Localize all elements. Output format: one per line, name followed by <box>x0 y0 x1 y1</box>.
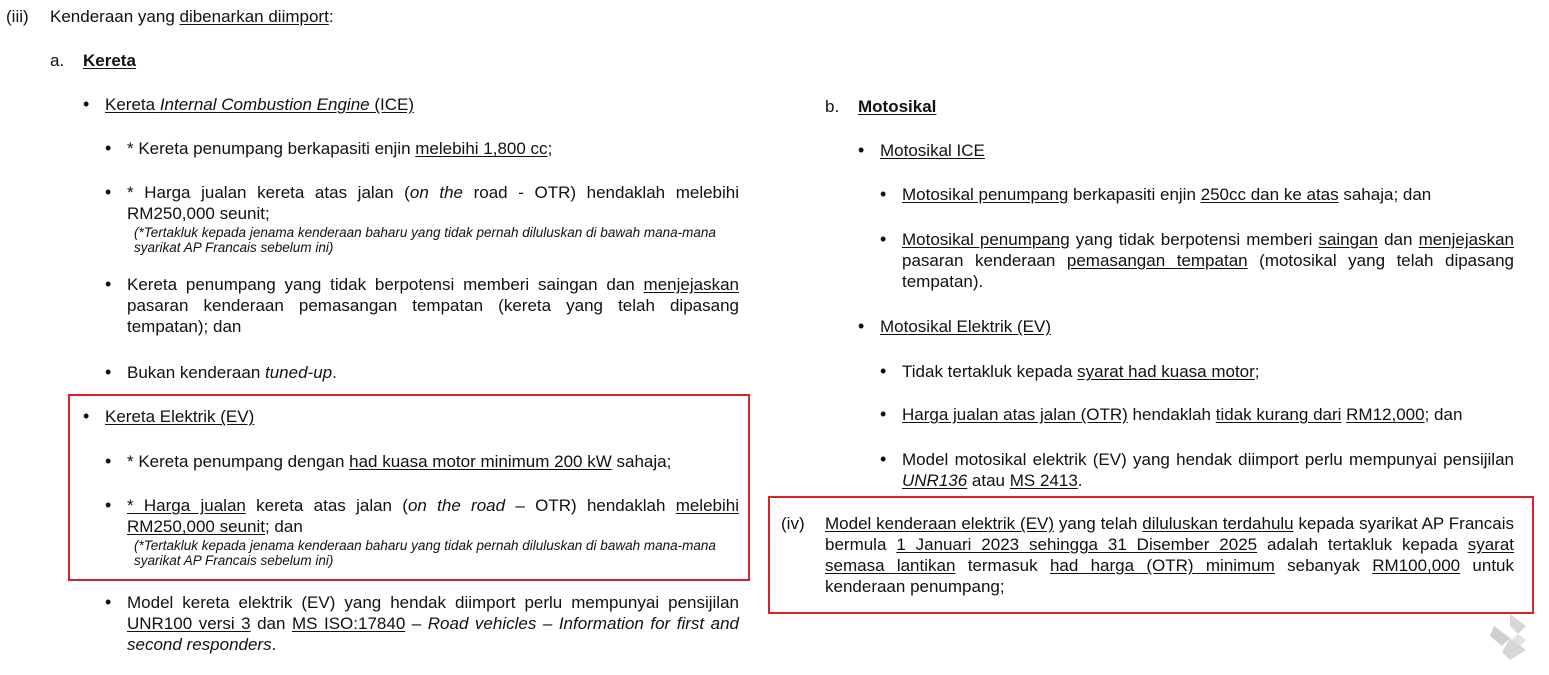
kereta-ice-heading <box>105 94 414 115</box>
t: sahaja; <box>611 452 672 471</box>
t: kereta atas jalan ( <box>245 496 408 515</box>
t: Motosikal penumpang <box>902 230 1070 249</box>
kereta-ice-h2: Internal Combustion Engine <box>159 95 370 114</box>
kereta-ev-bullet-1 <box>127 451 739 472</box>
t: termasuk <box>955 556 1050 575</box>
bullet-icon: • <box>880 361 887 381</box>
t: ; dan <box>1424 405 1463 424</box>
bullet-icon: • <box>105 495 112 515</box>
kereta-ice-h3: (ICE) <box>369 95 414 114</box>
bullet-icon: • <box>880 229 887 249</box>
bullet-icon: • <box>858 140 865 160</box>
bullet-icon: • <box>105 451 112 471</box>
bullet-icon: • <box>880 184 887 204</box>
t: sahaja; dan <box>1338 185 1432 204</box>
t: had kuasa motor minimum 200 kW <box>349 452 612 471</box>
t: ; <box>547 139 553 158</box>
motosikal-ice-bullet-1 <box>902 184 1514 205</box>
motosikal-heading: Motosikal <box>858 97 937 116</box>
t: Kereta penumpang yang tidak berpotensi memberi saingan dan <box>127 275 644 294</box>
t: tuned-up <box>265 363 333 382</box>
motosikal-ev-bullet-1 <box>902 361 1514 382</box>
t: menjejaskan <box>1418 230 1515 249</box>
t: saingan <box>1318 230 1379 249</box>
t: (motosikal yang telah dipasang tempatan). <box>902 251 1514 291</box>
t: Bukan kenderaan <box>127 363 265 382</box>
t: pemasangan tempatan <box>1066 251 1248 270</box>
t: on the <box>409 183 464 202</box>
t: dan <box>250 614 292 633</box>
t: had harga (OTR) minimum <box>1049 556 1275 575</box>
t: kepada syarikat AP Francais bermula <box>825 514 1514 554</box>
t: – <box>405 614 428 633</box>
motosikal-ev-bullet-2 <box>902 404 1514 425</box>
t: atau <box>967 471 1010 490</box>
t: diluluskan terdahulu <box>1142 514 1294 533</box>
kereta-letter: a. <box>50 51 65 70</box>
kereta-ev-heading: Kereta Elektrik (EV) <box>105 407 255 426</box>
bullet-icon: • <box>105 182 112 202</box>
t: * Harga jualan <box>127 496 246 515</box>
t: . <box>1077 471 1083 490</box>
t: pasaran kenderaan <box>902 251 1067 270</box>
motosikal-ice-bullet-2 <box>902 229 1514 292</box>
bullet-icon: • <box>858 316 865 336</box>
t: menjejaskan <box>643 275 739 294</box>
motosikal-ev-bullet-3 <box>902 449 1514 491</box>
section-iv-text <box>825 513 1514 597</box>
t: . <box>332 363 337 382</box>
kereta-ev-bullet-2 <box>127 495 739 537</box>
t: RM12,000 <box>1346 405 1425 424</box>
t: Road vehicles – Information for first and second responders <box>127 614 739 654</box>
kereta-ice-bullet-4 <box>127 362 739 383</box>
t: yang telah <box>1054 514 1143 533</box>
kereta-ice-bullet-3 <box>127 274 739 337</box>
t: berkapasiti enjin <box>1068 185 1201 204</box>
t: MS ISO:17840 <box>291 614 406 633</box>
t: dan <box>1378 230 1419 249</box>
bullet-icon: • <box>105 274 112 294</box>
t: RM100,000 <box>1372 556 1461 575</box>
t: – OTR) hendaklah <box>505 496 676 515</box>
t: ; <box>1254 362 1260 381</box>
section-iii-number: (iii) <box>6 7 29 26</box>
t: melebihi 1,800 cc <box>415 139 548 158</box>
soyacincau-logo-icon <box>1490 612 1530 662</box>
t: tidak kurang dari <box>1215 405 1342 424</box>
t: road - OTR) hendaklah melebihi RM250,000 seunit; <box>127 183 740 223</box>
t: Tidak tertakluk kepada <box>902 362 1078 381</box>
t: pasaran kenderaan pemasangan tempatan (kereta yang telah dipasang tempatan); dan <box>127 296 739 336</box>
lead-text: Kenderaan yang <box>50 7 180 26</box>
kereta-ice-bullet-2 <box>127 182 739 224</box>
t: UNR100 versi 3 <box>127 614 251 633</box>
t: . <box>271 635 277 654</box>
t: hendaklah <box>1127 405 1216 424</box>
kereta-heading: Kereta <box>83 51 136 70</box>
section-iii-lead <box>50 6 334 27</box>
kereta-ice-note: (*Tertakluk kepada jenama kenderaan baharu yang tidak pernah diluluskan di bawah mana-mana syarikat AP Francais sebelum ini) <box>134 225 716 255</box>
kereta-ice-h1: Kereta <box>105 95 160 114</box>
t: * Kereta penumpang berkapasiti enjin <box>127 139 416 158</box>
t: sebanyak <box>1274 556 1373 575</box>
bullet-icon: • <box>880 404 887 424</box>
t: * Kereta penumpang dengan <box>127 452 350 471</box>
t: adalah tertakluk kepada <box>1257 535 1468 554</box>
t: Motosikal penumpang <box>902 185 1069 204</box>
t: * Harga jualan kereta atas jalan ( <box>127 183 410 202</box>
t: Model kereta elektrik (EV) yang hendak diimport perlu mempunyai pensijilan <box>127 593 739 612</box>
t: yang tidak berpotensi memberi <box>1069 230 1319 249</box>
lead-underline: dibenarkan diimport <box>179 7 329 26</box>
section-iv-number: (iv) <box>781 514 805 533</box>
kereta-ev-bullet-3 <box>127 592 739 655</box>
t: Harga jualan atas jalan (OTR) <box>902 405 1128 424</box>
bullet-icon: • <box>105 592 112 612</box>
t: MS 2413 <box>1009 471 1078 490</box>
bullet-icon: • <box>105 138 112 158</box>
t: UNR136 <box>902 471 968 490</box>
t: syarat semasa lantikan <box>825 535 1515 575</box>
motosikal-ice-heading: Motosikal ICE <box>880 141 985 160</box>
t: Model kenderaan elektrik (EV) <box>825 514 1055 533</box>
bullet-icon: • <box>105 362 112 382</box>
motosikal-ev-heading: Motosikal Elektrik (EV) <box>880 317 1051 336</box>
bullet-icon: • <box>83 406 90 426</box>
lead-end: : <box>328 7 334 26</box>
motosikal-letter: b. <box>825 97 840 116</box>
t: untuk kenderaan penumpang; <box>825 556 1514 596</box>
t: 1 Januari 2023 sehingga 31 Disember 2025 <box>896 535 1258 554</box>
bullet-icon: • <box>880 449 887 469</box>
t: Model motosikal elektrik (EV) yang hendak diimport perlu mempunyai pensijilan <box>902 450 1514 469</box>
t: melebihi RM250,000 seunit <box>127 496 739 536</box>
t: ; dan <box>264 517 303 536</box>
kereta-ice-bullet-1 <box>127 138 739 159</box>
t: 250cc dan ke atas <box>1200 185 1339 204</box>
kereta-ev-note: (*Tertakluk kepada jenama kenderaan baharu yang tidak pernah diluluskan di bawah mana-mana syarikat AP Francais sebelum ini) <box>134 538 716 568</box>
t: syarat had kuasa motor <box>1077 362 1255 381</box>
t: on the road <box>407 496 506 515</box>
bullet-icon: • <box>83 94 90 114</box>
